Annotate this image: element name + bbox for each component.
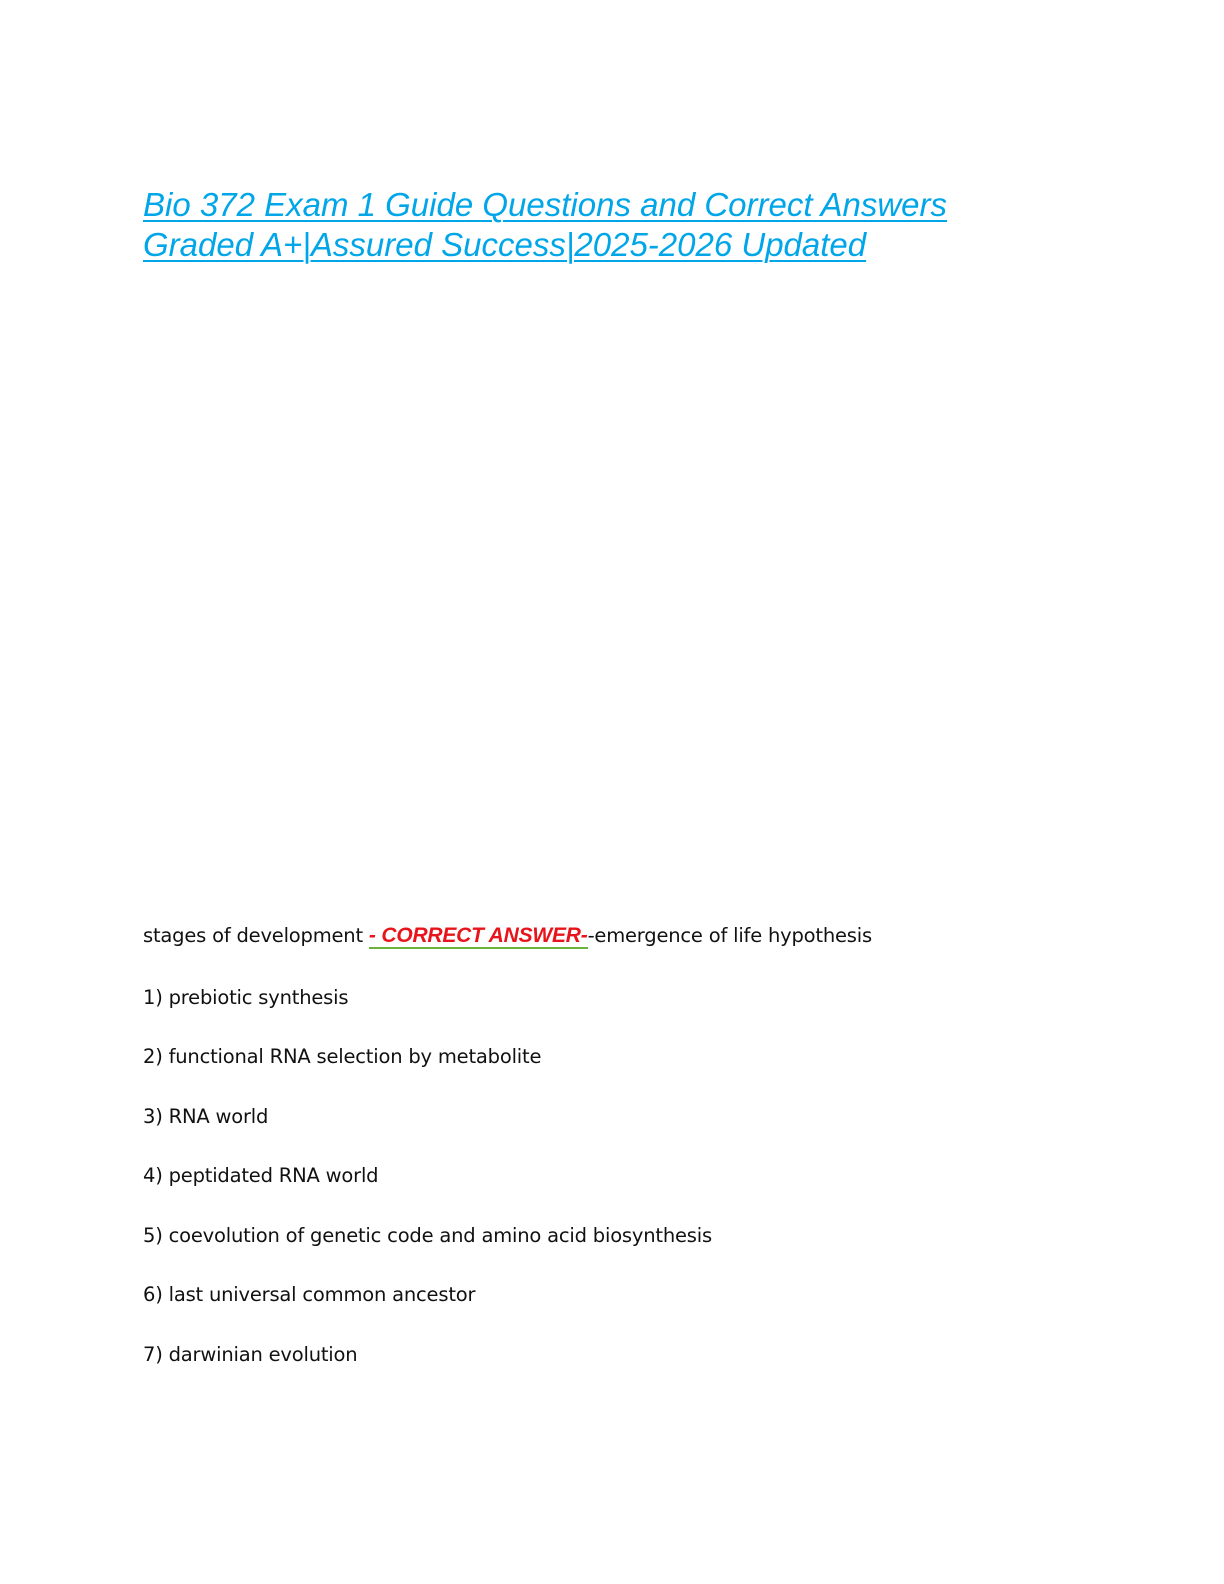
correct-answer-marker: - CORRECT ANSWER-	[368, 924, 588, 947]
list-item: 5) coevolution of genetic code and amino acid biosynthesis	[143, 1224, 712, 1247]
question-answer-line	[143, 924, 872, 948]
list-item: 6) last universal common ancestor	[143, 1283, 476, 1306]
title-line-1: Bio 372 Exam 1 Guide Questions and Correct Answers	[143, 186, 948, 223]
answer-lead-text: -emergence of life hypothesis	[587, 924, 872, 947]
question-text: stages of development	[143, 924, 369, 947]
list-item: 7) darwinian evolution	[143, 1343, 358, 1366]
list-item: 4) peptidated RNA world	[143, 1164, 379, 1187]
list-item: 2) functional RNA selection by metabolite	[143, 1045, 542, 1068]
list-item: 1) prebiotic synthesis	[143, 986, 349, 1009]
list-item: 3) RNA world	[143, 1105, 269, 1128]
title-line-2: Graded A+|Assured Success|2025-2026 Updated	[143, 226, 867, 263]
document-title-link[interactable]	[143, 185, 1063, 265]
